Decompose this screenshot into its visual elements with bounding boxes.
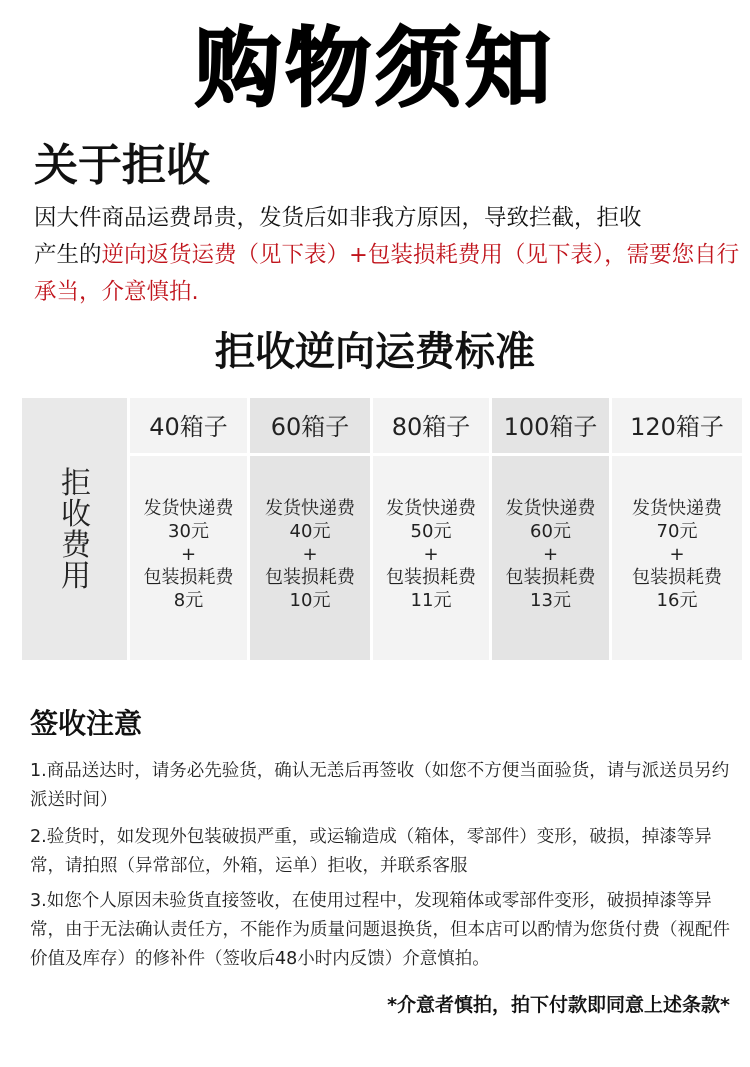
fee-cell: [130, 456, 247, 612]
shipping-fee-value: 50元: [410, 521, 452, 542]
fee-cell: [492, 456, 609, 612]
fee-row-header-cell: [22, 398, 130, 660]
reject-policy-text: [34, 200, 744, 311]
receipt-note: 3.如您个人原因未验货直接签收，在使用过程中，发现箱体或零部件变形，破损掉漆等异常，由于无法确认责任方，不能作为质量问题退换货，但本店可以酌情为您货付费（视配件价值及库存）的修补件（签收后48小时内反馈）介意慎拍。: [30, 891, 730, 969]
box-size-header: 80箱子: [373, 398, 489, 456]
shipping-fee-label: 发货快递费: [265, 498, 355, 519]
shipping-fee-value: 60元: [530, 521, 571, 542]
shipping-fee-label: 发货快递费: [386, 498, 476, 519]
reject-fee-table: [22, 398, 742, 660]
reject-section-title: 关于拒收: [34, 140, 210, 191]
fee-column: [130, 398, 250, 660]
box-size-header: 120箱子: [612, 398, 742, 456]
reject-policy-line1: 因大件商品运费昂贵，发货后如非我方原因，导致拦截，拒收: [34, 205, 642, 231]
shipping-fee-label: 发货快递费: [143, 498, 234, 519]
plus-sign: +: [669, 544, 685, 565]
fee-column: [612, 398, 742, 660]
shipping-fee-value: 70元: [656, 521, 698, 542]
fee-column: [373, 398, 492, 660]
receipt-note: 2.验货时，如发现外包装破损严重，或运输造成（箱体，零部件）变形，破损，掉漆等异常，请拍照（异常部位，外箱，运单）拒收，并联系客服: [30, 827, 712, 876]
plus-sign: +: [180, 544, 197, 565]
packaging-fee-value: 11元: [410, 590, 452, 611]
shipping-fee-value: 30元: [168, 521, 209, 542]
plus-sign: +: [542, 544, 559, 565]
plus-sign: +: [302, 544, 318, 565]
plus-sign: +: [423, 544, 439, 565]
receipt-section-title: 签收注意: [30, 707, 143, 740]
shipping-fee-label: 发货快递费: [505, 498, 596, 519]
box-size-header: 100箱子: [492, 398, 609, 456]
box-size-header: 60箱子: [250, 398, 370, 456]
packaging-fee-label: 包装损耗费: [386, 567, 476, 588]
disclaimer-footer: *介意者慎拍，拍下付款即同意上述条款*: [387, 994, 730, 1016]
packaging-fee-value: 10元: [289, 590, 331, 611]
reject-policy-highlight: 逆向返货运费（见下表）+包装损耗费用（见下表），需要您自行承当，介意慎拍.: [34, 242, 740, 305]
packaging-fee-label: 包装损耗费: [505, 567, 596, 588]
packaging-fee-label: 包装损耗费: [632, 567, 722, 588]
receipt-note: 1.商品送达时，请务必先验货，确认无恙后再签收（如您不方便当面验货，请与派送员另约派送时间）: [30, 761, 730, 810]
fee-row-header: 拒收费用: [61, 466, 91, 594]
fee-cell: [612, 456, 742, 612]
packaging-fee-value: 8元: [173, 590, 204, 611]
fee-column: [492, 398, 612, 660]
fee-column: [250, 398, 373, 660]
shipping-fee-label: 发货快递费: [632, 498, 722, 519]
packaging-fee-label: 包装损耗费: [143, 567, 234, 588]
fee-section-title: 拒收逆向运费标准: [215, 329, 535, 375]
shipping-fee-value: 40元: [289, 521, 331, 542]
fee-cell: [250, 456, 370, 612]
box-size-header: 40箱子: [130, 398, 247, 456]
packaging-fee-value: 13元: [530, 590, 571, 611]
fee-cell: [373, 456, 489, 612]
packaging-fee-label: 包装损耗费: [265, 567, 355, 588]
packaging-fee-value: 16元: [656, 590, 698, 611]
reject-policy-prefix: 产生的: [34, 242, 102, 268]
page-title: 购物须知: [195, 19, 555, 119]
